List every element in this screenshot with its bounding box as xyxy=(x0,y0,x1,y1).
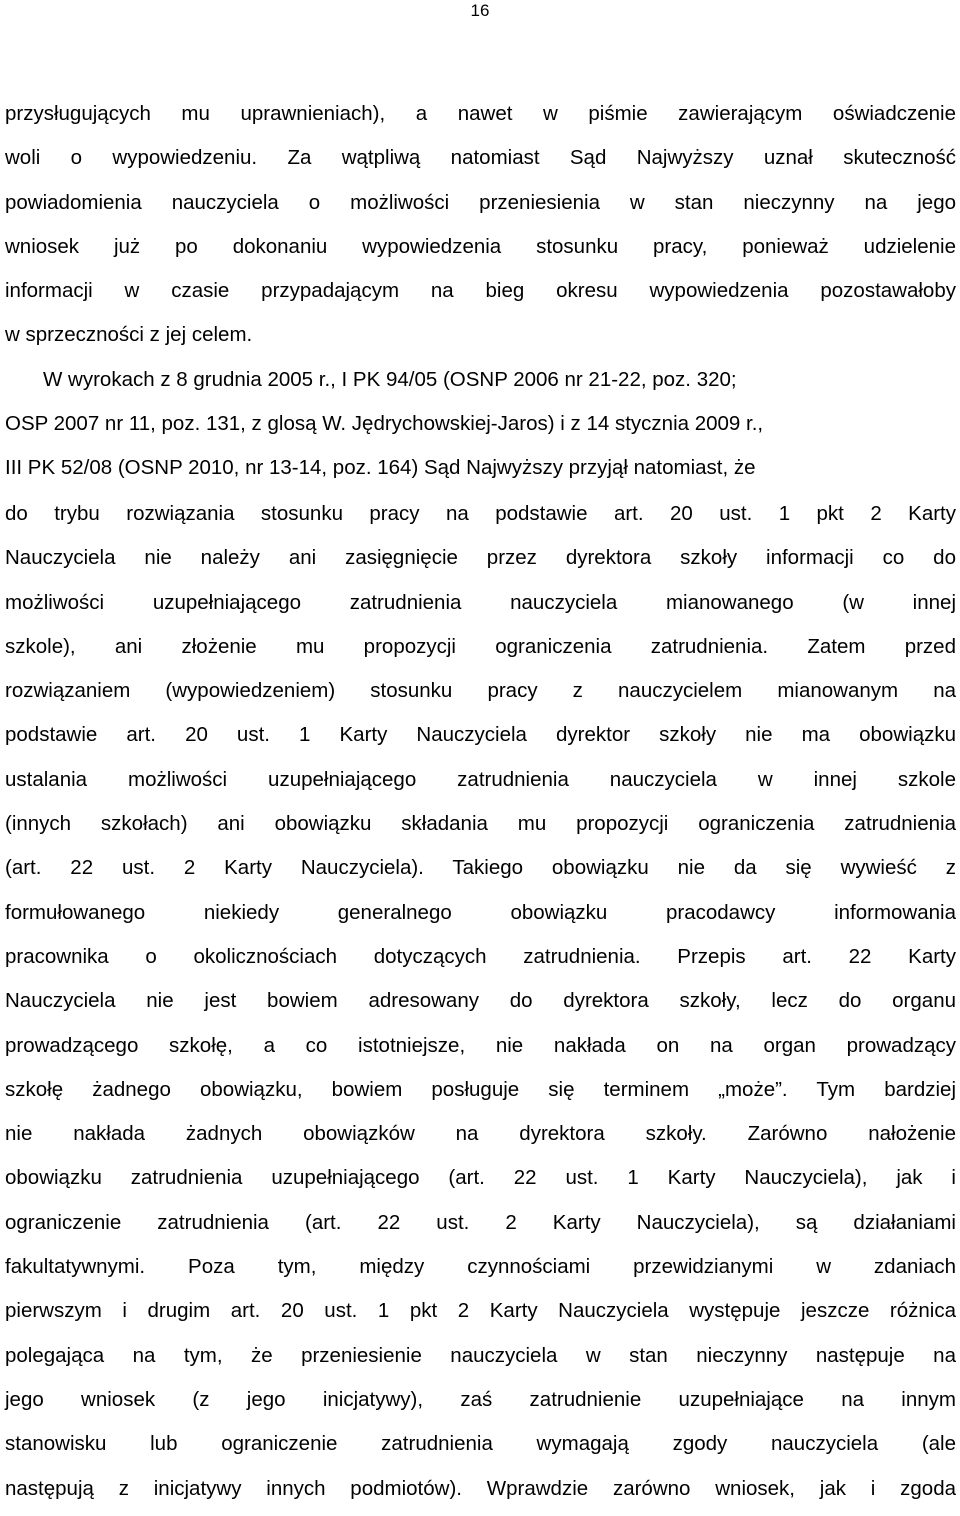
text-line: III PK 52/08 (OSNP 2010, nr 13-14, poz. 164) Sąd Najwyższy przyjął natomiast, że xyxy=(5,456,756,480)
text-line: podstawie art. 20 ust. 1 Karty Nauczyciela dyrektor szkoły nie ma obowiązku xyxy=(5,723,956,747)
text-line: pierwszym i drugim art. 20 ust. 1 pkt 2 Karty Nauczyciela występuje jeszcze różnica xyxy=(5,1299,956,1323)
text-line: (art. 22 ust. 2 Karty Nauczyciela). Takiego obowiązku nie da się wywieść z xyxy=(5,856,956,880)
text-line: wniosek już po dokonaniu wypowiedzenia stosunku pracy, ponieważ udzielenie xyxy=(5,234,956,258)
text-line: prowadzącego szkołę, a co istotniejsze, nie nakłada on na organ prowadzący xyxy=(5,1033,956,1057)
text-line: nie nakłada żadnych obowiązków na dyrektora szkoły. Zarówno nałożenie xyxy=(5,1122,956,1146)
text-line: powiadomienia nauczyciela o możliwości przeniesienia w stan nieczynny na jego xyxy=(5,190,956,214)
text-line: możliwości uzupełniającego zatrudnienia nauczyciela mianowanego (w innej xyxy=(5,590,956,614)
text-line: polegająca na tym, że przeniesienie nauczyciela w stan nieczynny następuje na xyxy=(5,1343,956,1367)
text-line: jego wniosek (z jego inicjatywy), zaś zatrudnienie uzupełniające na innym xyxy=(5,1387,956,1411)
text-line: rozwiązaniem (wypowiedzeniem) stosunku pracy z nauczycielem mianowanym na xyxy=(5,679,956,703)
page-number: 16 xyxy=(470,1,490,20)
text-line: szkołę żadnego obowiązku, bowiem posługuje się terminem „może”. Tym bardziej xyxy=(5,1077,956,1101)
text-line: (innych szkołach) ani obowiązku składania mu propozycji ograniczenia zatrudnienia xyxy=(5,812,956,836)
text-line: woli o wypowiedzeniu. Za wątpliwą natomiast Sąd Najwyższy uznał skuteczność xyxy=(5,146,956,170)
paragraph-continuation xyxy=(5,97,956,496)
text-line: informacji w czasie przypadającym na bieg okresu wypowiedzenia pozostawałoby xyxy=(5,279,956,303)
text-line: pracownika o okolicznościach dotyczących zatrudnienia. Przepis art. 22 Karty xyxy=(5,944,956,968)
text-line: następują z inicjatywy innych podmiotów). Wprawdzie zarówno wniosek, jak i zgoda xyxy=(5,1476,956,1500)
text-line: obowiązku zatrudnienia uzupełniającego (art. 22 ust. 1 Karty Nauczyciela), jak i xyxy=(5,1166,956,1190)
text-line: ograniczenie zatrudnienia (art. 22 ust. 2 Karty Nauczyciela), są działaniami xyxy=(5,1210,956,1234)
text-line: przysługujących mu uprawnieniach), a nawet w piśmie zawierającym oświadczenie xyxy=(5,102,956,125)
text-line: Nauczyciela nie jest bowiem adresowany do dyrektora szkoły, lecz do organu xyxy=(5,989,956,1013)
text-line: stanowisku lub ograniczenie zatrudnienia wymagają zgody nauczyciela (ale xyxy=(5,1432,956,1456)
text-line: OSP 2007 nr 11, poz. 131, z glosą W. Jędrychowskiej-Jaros) i z 14 stycznia 2009 r., xyxy=(5,412,764,436)
text-line: w sprzeczności z jej celem. xyxy=(5,323,253,347)
text-line: do trybu rozwiązania stosunku pracy na podstawie art. 20 ust. 1 pkt 2 Karty xyxy=(5,502,956,525)
text-line: W wyrokach z 8 grudnia 2005 r., I PK 94/05 (OSNP 2006 nr 21-22, poz. 320; xyxy=(43,367,737,391)
text-line: fakultatywnymi. Poza tym, między czynnościami przewidzianymi w zdaniach xyxy=(5,1255,956,1279)
text-line: szkole), ani złożenie mu propozycji ograniczenia zatrudnienia. Zatem przed xyxy=(5,634,956,658)
text-line: formułowanego niekiedy generalnego obowiązku pracodawcy informowania xyxy=(5,900,956,924)
text-line: ustalania możliwości uzupełniającego zatrudnienia nauczyciela w innej szkole xyxy=(5,767,956,791)
text-line: Nauczyciela nie należy ani zasięgnięcie przez dyrektora szkoły informacji co do xyxy=(5,546,956,570)
paragraph-main xyxy=(5,497,956,1516)
